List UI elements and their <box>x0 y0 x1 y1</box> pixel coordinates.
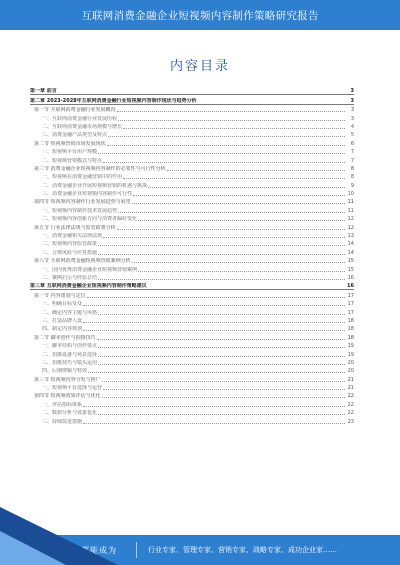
toc-entry-page: 16 <box>347 274 354 281</box>
toc-entry-page: 3 <box>350 88 354 95</box>
toc-leader-dots <box>98 347 345 348</box>
toc-leader-dots <box>117 111 345 112</box>
toc-entry-page: 19 <box>347 343 354 350</box>
toc-leader-dots <box>102 381 345 382</box>
toc-entry-text: 一、脚本结构与创作要点 <box>42 343 98 350</box>
toc-entry[interactable] <box>30 290 354 298</box>
toc-entry[interactable] <box>30 189 354 197</box>
toc-list <box>30 86 354 425</box>
toc-entry[interactable] <box>30 205 354 213</box>
toc-leader-dots <box>107 145 345 146</box>
footer-divider <box>136 542 137 558</box>
toc-entry[interactable] <box>30 349 354 357</box>
toc-entry-page: 5 <box>350 132 354 139</box>
toc-entry[interactable] <box>30 214 354 222</box>
footer-slogan: 让每个人都能成为 <box>45 546 117 555</box>
toc-entry[interactable] <box>30 105 354 113</box>
toc-entry-page: 17 <box>347 292 354 299</box>
toc-entry[interactable] <box>30 299 354 307</box>
toc-entry-page: 18 <box>347 326 354 333</box>
toc-leader-dots <box>98 279 345 280</box>
toc-entry-page: 6 <box>350 140 354 147</box>
toc-entry-page: 3 <box>350 107 354 114</box>
toc-entry-text: 第一章 前言 <box>30 88 57 95</box>
toc-heading: 内容目录 <box>169 59 230 74</box>
toc-leader-dots <box>98 245 345 246</box>
toc-entry-text: 二、互联网消费金融市场规模与增长 <box>42 123 123 130</box>
toc-entry[interactable] <box>30 113 354 121</box>
toc-leader-dots <box>117 229 345 230</box>
toc-entry-text: 四、制定内容规划 <box>42 326 83 333</box>
toc-leader-dots <box>97 339 345 340</box>
toc-entry-page: 17 <box>347 309 354 316</box>
toc-entry[interactable] <box>30 197 354 205</box>
toc-entry-page: 14 <box>347 249 354 256</box>
toc-entry-text: 二、数据分析与效果优化 <box>42 410 98 417</box>
toc-entry[interactable] <box>30 383 354 391</box>
toc-entry-page: 14 <box>347 241 354 248</box>
toc-entry[interactable] <box>30 138 354 146</box>
toc-leader-dots <box>83 322 345 323</box>
footer-roles: 行业专家、管理专家、营销专家、战略专家、成功企业家…… <box>148 546 337 554</box>
toc-entry[interactable] <box>30 366 354 374</box>
toc-entry-page: 20 <box>347 368 354 375</box>
toc-entry-page: 3 <box>350 97 354 104</box>
toc-leader-dots <box>148 187 345 188</box>
toc-entry-text: 一、短视频在消费金融营销中的作用 <box>42 174 123 181</box>
toc-entry[interactable] <box>30 122 354 130</box>
toc-entry[interactable] <box>30 332 354 340</box>
toc-entry-page: 22 <box>347 401 354 408</box>
toc-entry-text: 三、持续改进措施 <box>42 418 83 425</box>
toc-entry-page: 13 <box>347 233 354 240</box>
toc-entry-page: 23 <box>347 418 354 425</box>
toc-entry[interactable] <box>30 374 354 382</box>
toc-entry-page: 9 <box>350 182 354 189</box>
toc-leader-dots <box>108 136 345 137</box>
toc-leader-dots <box>138 220 345 221</box>
toc-entry[interactable] <box>30 341 354 349</box>
toc-entry-text: 一、国内优秀消费金融企业短视频营销案例 <box>42 266 138 273</box>
toc-entry[interactable] <box>30 256 354 264</box>
toc-entry[interactable] <box>30 164 354 172</box>
toc-entry-text: 二、拍摄设备与场景选择 <box>42 351 98 358</box>
toc-entry-text: 一、短视频平台用户规模 <box>42 149 98 156</box>
toc-entry[interactable] <box>30 273 354 281</box>
toc-entry-page: 7 <box>350 157 354 164</box>
toc-entry-page: 20 <box>347 359 354 366</box>
toc-entry[interactable] <box>30 399 354 407</box>
toc-entry-page: 7 <box>350 149 354 156</box>
toc-entry-text: 三、拍摄技巧与镜头运用 <box>42 359 98 366</box>
toc-entry[interactable] <box>30 307 354 315</box>
toc-entry-text: 二、短视频内容监管政策 <box>42 241 98 248</box>
toc-entry[interactable] <box>30 391 354 399</box>
toc-entry-text: 二、短视频营销模式与特点 <box>42 157 103 164</box>
toc-entry-text: 一、互联网消费金融行业发展历程 <box>42 115 118 122</box>
toc-entry-page: 11 <box>347 207 354 214</box>
toc-entry[interactable] <box>30 264 354 272</box>
toc-entry[interactable] <box>30 222 354 230</box>
toc-entry-page: 11 <box>347 199 354 206</box>
toc-leader-dots <box>132 262 345 263</box>
toc-entry-text: 四、后期剪辑与特效 <box>42 368 88 375</box>
toc-entry-text: 第六节 互联网消费金融短视频营销案例分析 <box>34 258 131 265</box>
toc-entry-page: 19 <box>347 351 354 358</box>
toc-entry[interactable] <box>30 231 354 239</box>
toc-entry-text: 二、案例启示与经验总结 <box>42 274 98 281</box>
toc-entry-text: 第一节 内容策划与定位 <box>34 292 86 299</box>
toc-entry-text: 一、明确目标受众 <box>42 301 83 308</box>
toc-entry[interactable] <box>30 180 354 188</box>
toc-entry-page: 4 <box>350 123 354 130</box>
toc-leader-dots <box>123 128 345 129</box>
toc-entry-page: 15 <box>347 266 354 273</box>
toc-entry-text: 一、短视频平台选择与运营 <box>42 385 103 392</box>
toc-entry[interactable] <box>30 416 354 424</box>
toc-entry[interactable] <box>30 324 354 332</box>
toc-leader-dots <box>83 406 345 407</box>
toc-leader-dots <box>138 271 345 272</box>
toc-leader-dots <box>83 305 345 306</box>
header-banner <box>0 0 400 30</box>
toc-entry-text: 三、合规风险与应对措施 <box>42 249 98 256</box>
toc-leader-dots <box>133 195 345 196</box>
toc-leader-dots <box>102 397 345 398</box>
toc-leader-dots <box>88 372 345 373</box>
toc-entry-text: 三、消费金融产品类型及特点 <box>42 132 108 139</box>
toc-entry-page: 18 <box>347 334 354 341</box>
toc-entry-page: 8 <box>350 174 354 181</box>
toc-entry[interactable] <box>30 358 354 366</box>
toc-leader-dots <box>118 212 345 213</box>
toc-entry-page: 21 <box>347 376 354 383</box>
footer-corner-light <box>0 531 66 565</box>
toc-leader-dots <box>98 254 345 255</box>
toc-entry-page: 10 <box>347 191 354 198</box>
toc-leader-dots <box>98 414 345 415</box>
toc-entry-text: 一、短视频内容制作技术发展趋势 <box>42 207 118 214</box>
toc-leader-dots <box>98 314 345 315</box>
toc-entry-text: 第五节 行业法律法规与监管政策分析 <box>34 224 116 231</box>
toc-leader-dots <box>132 203 345 204</box>
toc-entry-text: 第三节 短视频内容分发与推广 <box>34 376 101 383</box>
toc-entry-text: 一、评估指标体系 <box>42 401 83 408</box>
toc-entry[interactable] <box>30 408 354 416</box>
toc-leader-dots <box>167 170 345 171</box>
toc-entry-text: 二、消费金融企业开展短视频营销的机遇与挑战 <box>42 182 148 189</box>
toc-leader-dots <box>103 162 345 163</box>
toc-entry-text: 第一节 互联网消费金融行业发展概况 <box>34 107 116 114</box>
toc-entry-text: 三、打造品牌人设 <box>42 317 83 324</box>
toc-entry-text: 二、确定内容主题与风格 <box>42 309 98 316</box>
toc-entry-page: 3 <box>350 115 354 122</box>
report-title: 互联网消费金融企业短视频内容制作策略研究报告 <box>81 10 319 22</box>
toc-leader-dots <box>123 178 345 179</box>
toc-entry[interactable] <box>30 239 354 247</box>
toc-leader-dots <box>98 356 345 357</box>
toc-entry-page: 21 <box>347 385 354 392</box>
toc-leader-dots <box>98 364 345 365</box>
toc-entry-text: 三、消费金融企业短视频内容制作可行性 <box>42 191 133 198</box>
toc-leader-dots <box>103 389 345 390</box>
toc-entry-page: 22 <box>347 410 354 417</box>
toc-entry[interactable] <box>30 155 354 163</box>
toc-entry-text: 第二节 脚本创作与拍摄技巧 <box>34 334 96 341</box>
toc-entry-page: 18 <box>347 317 354 324</box>
toc-leader-dots <box>83 423 345 424</box>
toc-entry-text: 第二节 短视频营销市场发展现状 <box>34 140 106 147</box>
toc-leader-dots <box>87 297 345 298</box>
toc-entry-page: 22 <box>347 393 354 400</box>
toc-entry-text: 第三节 消费金融企业短视频内容制作的必要性与可行性分析 <box>34 165 166 172</box>
toc-entry-text: 第四节 短视频内容制作行业发展趋势与展望 <box>34 199 131 206</box>
toc-leader-dots <box>103 237 345 238</box>
toc-entry-page: 15 <box>347 258 354 265</box>
toc-entry[interactable] <box>30 147 354 155</box>
toc-entry-text: 第二章 2023-2028年互联网消费金融行业短视频内容制作现状与趋势分析 <box>30 97 197 104</box>
toc-entry-text: 一、消费金融相关法律法规 <box>42 233 103 240</box>
toc-entry[interactable] <box>30 130 354 138</box>
toc-entry[interactable] <box>30 281 354 290</box>
toc-leader-dots <box>98 153 345 154</box>
toc-entry-text: 第四节 短视频效果评估与优化 <box>34 393 101 400</box>
toc-entry-page: 16 <box>347 283 354 290</box>
toc-leader-dots <box>118 120 345 121</box>
toc-entry[interactable] <box>30 95 354 104</box>
toc-entry-text: 第三章 互联网消费金融企业短视频内容制作策略建议 <box>30 283 147 290</box>
toc-entry[interactable] <box>30 316 354 324</box>
toc-leader-dots <box>83 330 345 331</box>
toc-entry[interactable] <box>30 247 354 255</box>
toc-entry[interactable] <box>30 172 354 180</box>
toc-entry-page: 12 <box>347 216 354 223</box>
toc-entry-page: 17 <box>347 301 354 308</box>
toc-entry-text: 二、短视频内容创新方向与消费者偏好变化 <box>42 216 138 223</box>
toc-entry-page: 8 <box>350 165 354 172</box>
toc-entry[interactable] <box>30 86 354 95</box>
toc-entry-page: 12 <box>347 224 354 231</box>
